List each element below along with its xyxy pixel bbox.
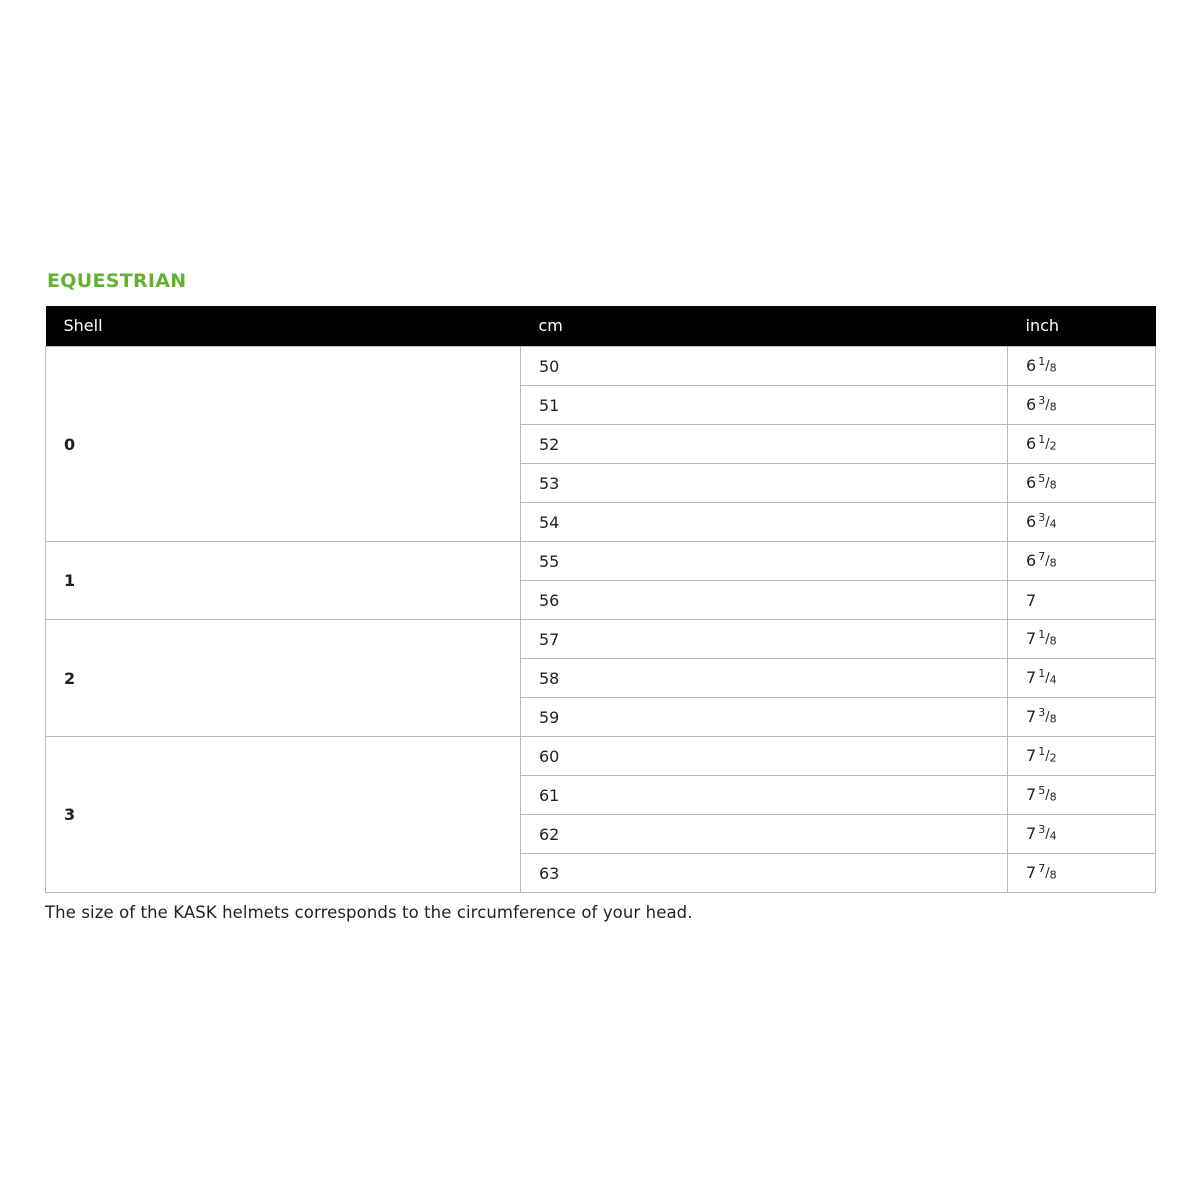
cm-cell: 61: [521, 776, 1008, 815]
inch-fraction: $^3/_4$: [1038, 823, 1057, 843]
cm-cell: 55: [521, 542, 1008, 581]
inch-numerator: 1: [1038, 355, 1046, 369]
inch-cell: [1008, 659, 1156, 698]
inch-whole: 7: [1026, 746, 1037, 766]
inch-denominator: 4: [1049, 673, 1057, 687]
inch-cell: [1008, 776, 1156, 815]
inch-whole: 6: [1026, 395, 1037, 415]
inch-whole: 7: [1026, 668, 1037, 688]
table-header: [46, 306, 1156, 347]
inch-fraction: $^5/_8$: [1038, 472, 1057, 492]
inch-numerator: 1: [1038, 433, 1046, 447]
inch-numerator: 7: [1038, 550, 1046, 564]
inch-fraction: $^1/_8$: [1038, 628, 1057, 648]
inch-fraction: $^1/_8$: [1038, 355, 1057, 375]
inch-cell: [1008, 542, 1156, 581]
inch-denominator: 8: [1049, 361, 1057, 375]
inch-denominator: 4: [1049, 829, 1057, 843]
inch-denominator: 8: [1049, 712, 1057, 726]
inch-cell: [1008, 347, 1156, 386]
inch-whole: 7: [1026, 707, 1037, 727]
inch-whole: 7: [1026, 785, 1037, 805]
inch-whole: 7: [1026, 863, 1037, 883]
inch-cell: [1008, 854, 1156, 893]
cm-cell: 56: [521, 581, 1008, 620]
inch-denominator: 8: [1049, 400, 1057, 414]
inch-whole: 6: [1026, 356, 1037, 376]
column-header-inch: inch: [1008, 306, 1156, 347]
inch-denominator: 2: [1049, 439, 1057, 453]
inch-numerator: 5: [1038, 784, 1046, 798]
cm-cell: 51: [521, 386, 1008, 425]
inch-whole: 7: [1026, 824, 1037, 844]
shell-cell: 3: [46, 737, 521, 893]
inch-cell: [1008, 386, 1156, 425]
inch-fraction: $^1/_2$: [1038, 745, 1057, 765]
inch-fraction: $^3/_4$: [1038, 511, 1057, 531]
inch-whole: 7: [1026, 629, 1037, 649]
inch-numerator: 3: [1038, 511, 1046, 525]
column-header-shell: Shell: [46, 306, 521, 347]
inch-fraction: $^7/_8$: [1038, 550, 1057, 570]
shell-cell: 2: [46, 620, 521, 737]
column-header-cm: cm: [521, 306, 1008, 347]
cm-cell: 53: [521, 464, 1008, 503]
inch-cell: [1008, 464, 1156, 503]
cm-cell: 59: [521, 698, 1008, 737]
inch-numerator: 5: [1038, 472, 1046, 486]
cm-cell: 57: [521, 620, 1008, 659]
shell-cell: 0: [46, 347, 521, 542]
inch-denominator: 8: [1049, 556, 1057, 570]
inch-denominator: 8: [1049, 478, 1057, 492]
inch-fraction: $^7/_8$: [1038, 862, 1057, 882]
inch-denominator: 4: [1049, 517, 1057, 531]
table-row: [46, 737, 1156, 776]
inch-whole: 6: [1026, 512, 1037, 532]
inch-cell: [1008, 698, 1156, 737]
inch-cell: [1008, 620, 1156, 659]
inch-numerator: 3: [1038, 706, 1046, 720]
inch-fraction: $^1/_2$: [1038, 433, 1057, 453]
table-row: [46, 542, 1156, 581]
cm-cell: 50: [521, 347, 1008, 386]
page-title: EQUESTRIAN: [47, 270, 187, 292]
inch-denominator: 8: [1049, 790, 1057, 804]
cm-cell: 52: [521, 425, 1008, 464]
size-chart-content: [45, 270, 1155, 922]
inch-cell: [1008, 815, 1156, 854]
inch-numerator: 1: [1038, 745, 1046, 759]
cm-cell: 63: [521, 854, 1008, 893]
footnote: The size of the KASK helmets corresponds to the circumference of your head.: [45, 903, 693, 922]
inch-whole: 6: [1026, 473, 1037, 493]
inch-whole: 6: [1026, 434, 1037, 454]
cm-cell: 54: [521, 503, 1008, 542]
inch-cell: [1008, 503, 1156, 542]
inch-numerator: 1: [1038, 667, 1046, 681]
inch-fraction: $^3/_8$: [1038, 394, 1057, 414]
inch-numerator: 7: [1038, 862, 1046, 876]
inch-cell: [1008, 737, 1156, 776]
inch-fraction: $^1/_4$: [1038, 667, 1057, 687]
inch-denominator: 8: [1049, 868, 1057, 882]
inch-cell: [1008, 425, 1156, 464]
cm-cell: 58: [521, 659, 1008, 698]
table-body: [46, 347, 1156, 893]
shell-cell: 1: [46, 542, 521, 620]
inch-numerator: 3: [1038, 394, 1046, 408]
inch-numerator: 1: [1038, 628, 1046, 642]
cm-cell: 60: [521, 737, 1008, 776]
inch-numerator: 3: [1038, 823, 1046, 837]
inch-denominator: 8: [1049, 634, 1057, 648]
inch-cell: [1008, 581, 1156, 620]
table-row: [46, 347, 1156, 386]
inch-whole: 6: [1026, 551, 1037, 571]
inch-fraction: $^5/_8$: [1038, 784, 1057, 804]
size-table: [45, 306, 1156, 893]
table-header-row: [46, 306, 1156, 347]
cm-cell: 62: [521, 815, 1008, 854]
inch-whole: 7: [1026, 590, 1037, 610]
inch-fraction: $^3/_8$: [1038, 706, 1057, 726]
table-row: [46, 620, 1156, 659]
inch-denominator: 2: [1049, 751, 1057, 765]
